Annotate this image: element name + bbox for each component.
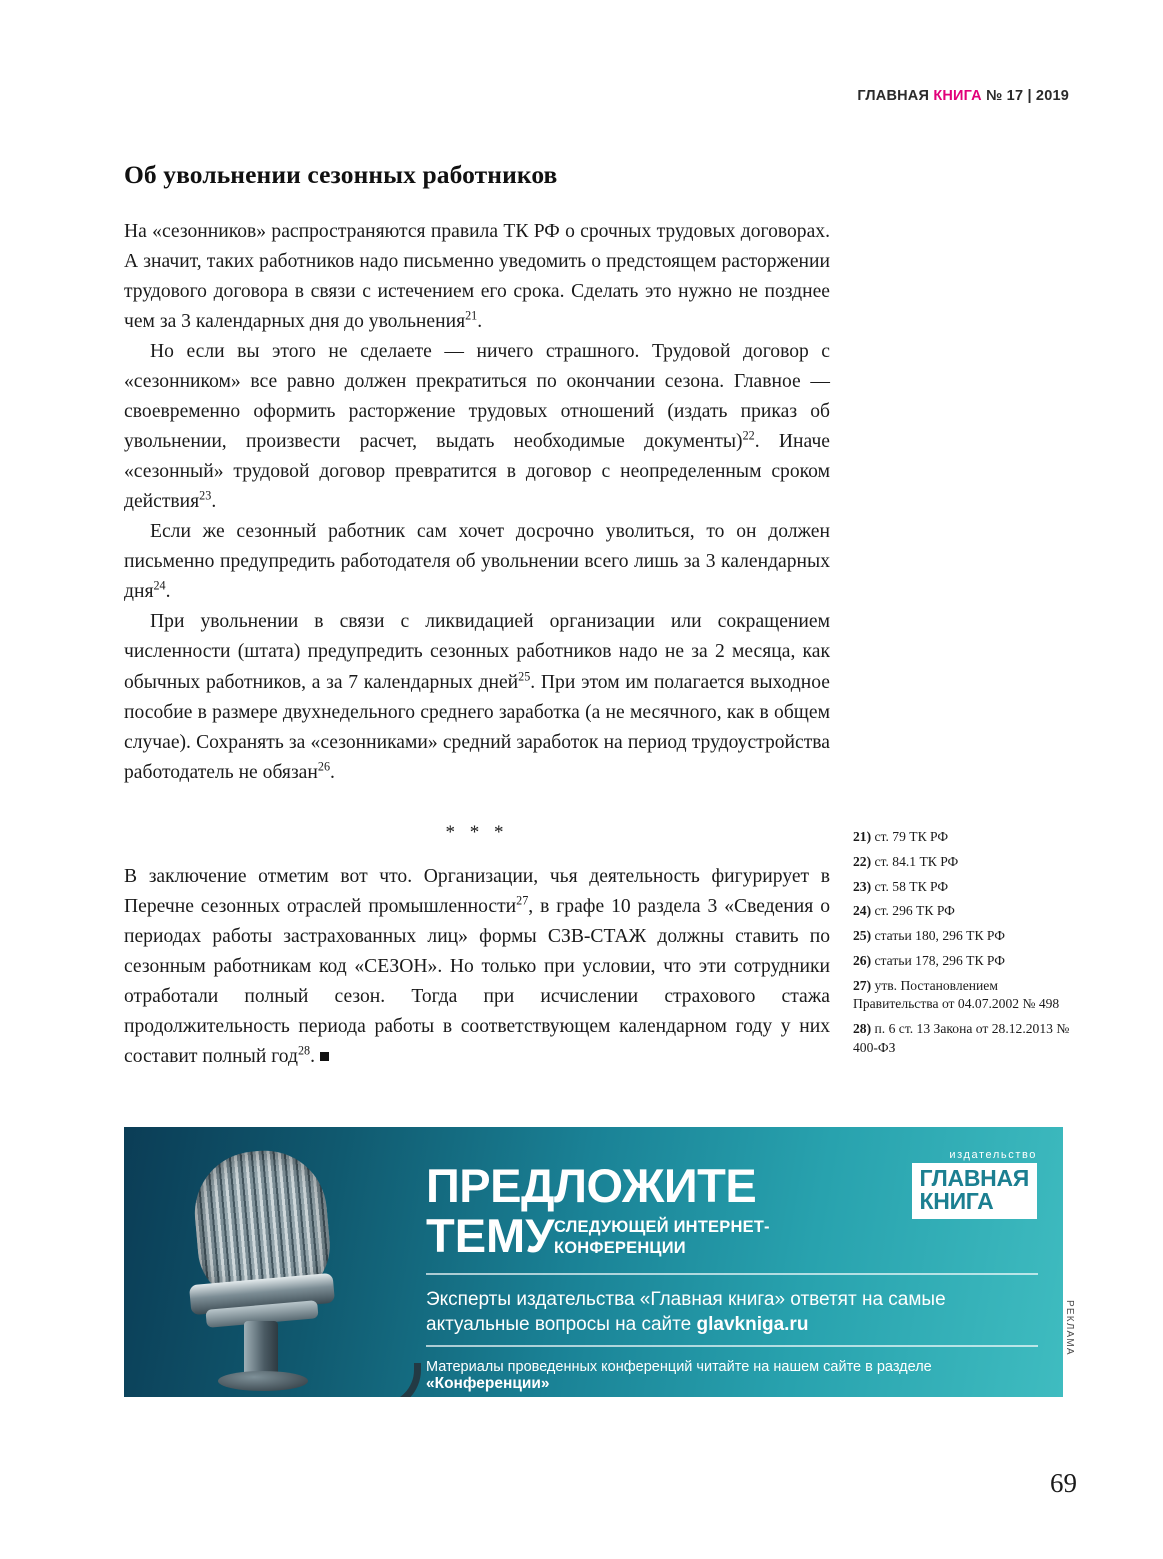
footnote-text: ст. 58 ТК РФ	[871, 878, 949, 894]
publisher-logo-sub: издательство	[949, 1149, 1037, 1161]
footnote-ref-26: 26	[317, 759, 331, 774]
footnotes-column	[853, 828, 1078, 1064]
publisher-logo-line2: КНИГА	[919, 1188, 994, 1215]
paragraph-2-mid: . Иначе «сезонный» трудовой договор превратится в договор с неопределенным сроком действия	[124, 431, 830, 513]
footnote-ref-21: 21	[465, 308, 478, 323]
paragraph-1-tail: .	[477, 310, 483, 332]
footnote-text: ст. 84.1 ТК РФ	[871, 853, 959, 869]
ad-footer-plain: Материалы проведенных конференций читайте на нашем сайте в разделе	[426, 1359, 932, 1375]
footnote-item	[853, 952, 1078, 971]
ad-footer-bold[interactable]: «Конференции»	[426, 1375, 550, 1392]
footnote-ref-23: 23	[199, 488, 212, 503]
footnote-number: 27)	[853, 977, 872, 993]
ad-body-text	[426, 1287, 1046, 1337]
header-issue: № 17 | 2019	[986, 88, 1069, 104]
footnote-number: 25)	[853, 928, 872, 943]
paragraph-1	[124, 217, 830, 337]
footnote-number: 26)	[853, 952, 872, 968]
footnote-ref-24: 24	[153, 578, 166, 593]
paragraph-4-tail: .	[330, 761, 335, 783]
ad-headline-line1: ПРЕДЛОЖИТЕ	[426, 1159, 757, 1212]
paragraph-2-tail: .	[211, 491, 217, 513]
footnote-number: 21)	[853, 829, 872, 844]
footnote-text: п. 6 ст. 13 Закона от 28.12.2013 № 400-ФЗ	[853, 1021, 1070, 1055]
footnote-number: 24)	[853, 903, 872, 919]
paragraph-4	[124, 607, 830, 787]
section-divider-stars: * * *	[445, 821, 509, 843]
publisher-logo-main	[912, 1163, 1037, 1219]
footnote-number: 28)	[853, 1021, 872, 1036]
page-header	[857, 88, 1069, 104]
footnote-number: 23)	[853, 878, 872, 894]
header-brand-accent: КНИГА	[933, 88, 982, 104]
footnote-number: 22)	[853, 853, 872, 869]
ad-subheadline-line1: СЛЕДУЮЩЕЙ ИНТЕРНЕТ-	[554, 1218, 770, 1236]
paragraph-3-text: Если же сезонный работник сам хочет досрочно уволиться, то он должен письменно предупредить работодателя об увольнении всего лишь за 3 календарных дня	[124, 521, 830, 603]
footnote-text: утв. Постановлением Правительства от 04.07.2002 № 498	[853, 977, 1060, 1012]
footnote-ref-27: 27	[516, 893, 529, 908]
footnote-item	[853, 853, 1078, 872]
footnote-ref-28: 28	[297, 1043, 311, 1058]
ad-body-line1: Эксперты издательства «Главная книга» ответят на самые	[426, 1289, 946, 1310]
footnote-item	[853, 878, 1078, 897]
end-of-article-mark	[320, 1052, 329, 1061]
ad-label: РЕКЛАМА	[1064, 1300, 1075, 1356]
article-body	[124, 160, 830, 1072]
page-number: 69	[1050, 1468, 1077, 1498]
ad-site-link[interactable]: glavkniga.ru	[696, 1314, 809, 1336]
publisher-logo	[912, 1149, 1037, 1219]
footnote-text: статьи 178, 296 ТК РФ	[871, 952, 1005, 968]
header-brand-main: ГЛАВНАЯ	[857, 88, 930, 104]
footnote-text: ст. 79 ТК РФ	[871, 829, 949, 844]
footnote-ref-22: 22	[742, 428, 755, 443]
paragraph-1-text: На «сезонников» распространяются правила ТК РФ о срочных трудовых договорах. А значит, таких работников надо письменно уведомить о предстоящем расторжении трудового договора в связи с истечением его срока. Сделать это нужно не позднее чем за 3 календарных дня до увольнения	[124, 220, 830, 332]
footnote-text: ст. 296 ТК РФ	[871, 903, 955, 919]
closing-text-1: В заключение отметим вот что. Организации, чья деятельность фигурирует в Перечне сезонных отраслей промышленности	[124, 865, 830, 917]
ad-headline-line2: ТЕМУ	[426, 1209, 555, 1262]
ad-divider-top	[426, 1273, 1038, 1275]
footnote-item	[853, 977, 1078, 1015]
closing-text-2: , в графе 10 раздела 3 «Сведения о периодах работы застрахованных лиц» формы СЗВ-СТАЖ должны ставить по сезонным работникам код «СЕЗОН». Но только при условии, что эти сотрудники отработали полный сезон. Тогда при исчислении страхового стажа продолжительность периода работы в соответствующем календарном году у них составит полный год	[124, 895, 830, 1068]
page-title: Об увольнении сезонных работников	[124, 160, 558, 189]
footnote-text: статьи 180, 296 ТК РФ	[871, 928, 1005, 943]
paragraph-4-text: При увольнении в связи с ликвидацией организации или сокращением численности (штата) предупредить сезонных работников надо не за 2 месяца, как обычных работников, а за 7 календарных дней	[124, 611, 830, 693]
footnote-item	[853, 902, 1078, 921]
footnote-ref-25: 25	[518, 669, 531, 683]
publisher-logo-line1: ГЛАВНАЯ	[919, 1165, 1029, 1191]
paragraph-4-mid: . При этом им полагается выходное пособие в размере двухнедельного среднего заработка (а не месячного, как в общем случае). Сохранять за «сезонниками» средний заработок на период трудоустройства работодатель не обязан	[124, 671, 830, 783]
footnote-item	[853, 1020, 1078, 1058]
ad-body-line2	[426, 1312, 1046, 1337]
ad-footer-text	[426, 1359, 1046, 1393]
paragraph-3-tail: .	[165, 581, 171, 603]
ad-subheadline-line2: КОНФЕРЕНЦИИ	[554, 1238, 686, 1257]
closing-text-3: .	[310, 1046, 316, 1068]
paragraph-2	[124, 337, 830, 517]
ad-body-line2-text: актуальные вопросы на сайте	[426, 1314, 697, 1336]
closing-paragraph	[124, 862, 830, 1072]
footnote-item	[853, 927, 1078, 946]
ad-subheadline	[554, 1217, 770, 1258]
microphone-icon	[144, 1133, 414, 1397]
ad-divider-bottom	[426, 1345, 1038, 1347]
footnote-item	[853, 828, 1078, 847]
advertisement-banner[interactable]	[124, 1127, 1063, 1397]
paragraph-2-text: Но если вы этого не сделаете — ничего страшного. Трудовой договор с «сезонником» все равно должен прекратиться по окончании сезона. Главное — своевременно оформить расторжение трудовых отношений (издать приказ об увольнении, произвести расчет, выдать необходимые документы)	[124, 340, 830, 453]
paragraph-3	[124, 517, 830, 607]
